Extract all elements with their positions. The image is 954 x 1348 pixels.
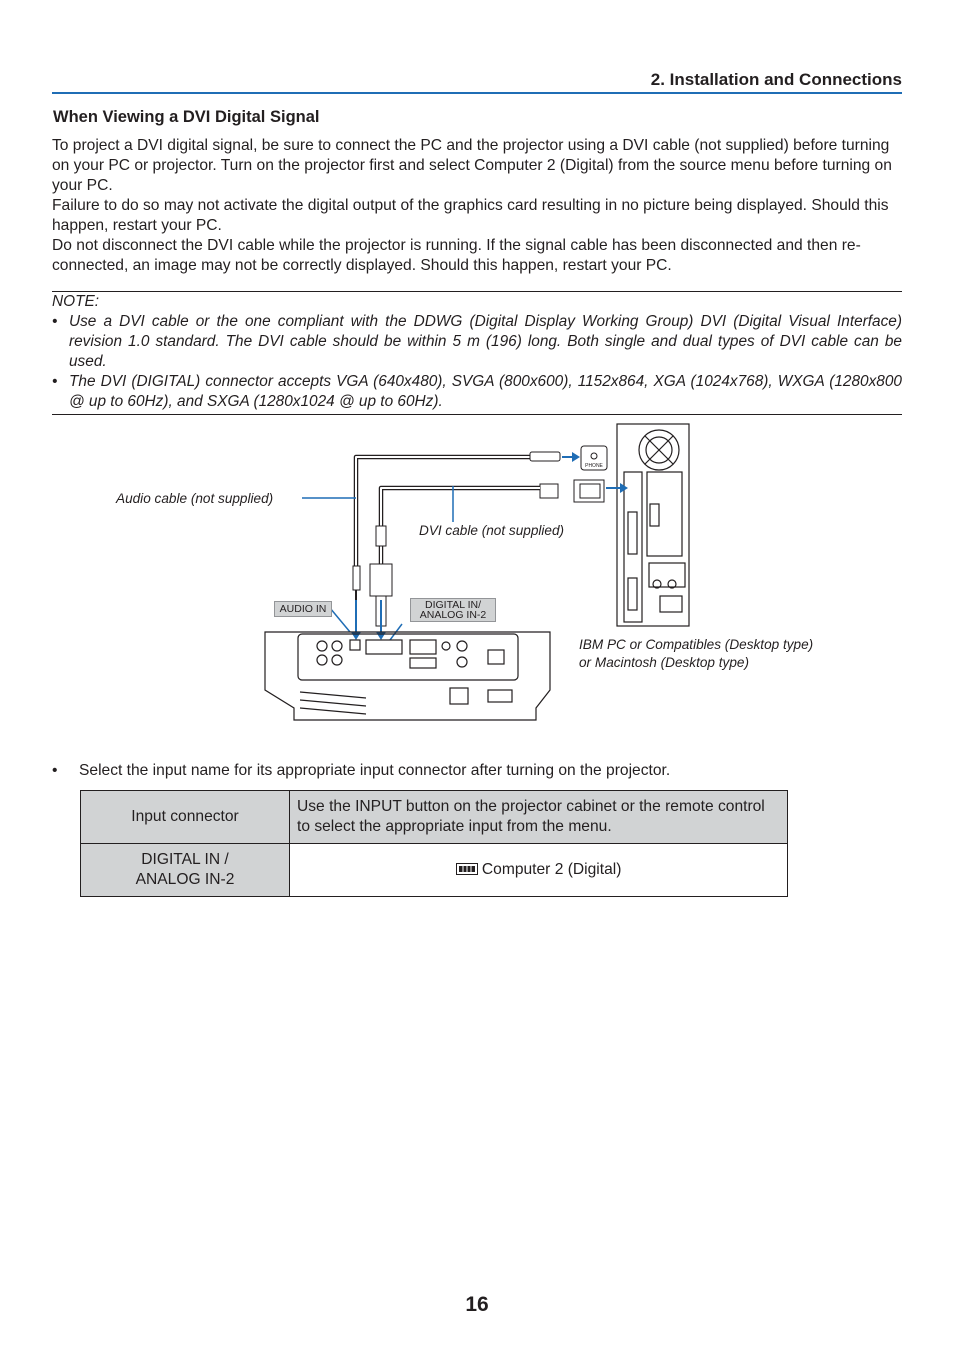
computer-2-digital-label: Computer 2 (Digital): [481, 861, 622, 878]
instruction: [52, 761, 670, 781]
digital-in-label-line2: ANALOG IN-2: [419, 609, 487, 621]
page-number: 16: [465, 1293, 489, 1316]
note-heading: NOTE:: [52, 293, 100, 310]
note-item-text: The DVI (DIGITAL) connector accepts VGA (640x480), SVGA (800x600), 1152x864, XGA (1024x768), WXGA (1280x800 @ up to 60Hz), and SXGA (1280x1024 @ up to 60Hz).: [69, 373, 902, 410]
note-block: [52, 291, 902, 415]
instruction-bullet: •: [52, 762, 58, 779]
digital-in-port-label: [410, 598, 496, 622]
input-connector-table: [80, 790, 788, 897]
audio-in-port-label: AUDIO IN: [274, 601, 332, 617]
table-cell-label: Input connector: [81, 791, 290, 844]
header-rule: [52, 92, 902, 94]
phone-port-label: PHONE: [585, 463, 603, 469]
projector-illustration: [265, 632, 550, 720]
table-cell-value: Use the INPUT button on the projector cabinet or the remote control to select the appropriate input from the menu.: [290, 791, 788, 844]
table-cell-value: [290, 844, 788, 897]
paragraph-3: Do not disconnect the DVI cable while the projector is running. If the signal cable has been disconnected and then re-connected, an image may not be correctly displayed. Should this happen, restart your PC.: [52, 237, 861, 274]
section-title: 2. Installation and Connections: [650, 70, 902, 89]
note-item: [52, 312, 902, 372]
pc-label-line2: or Macintosh (Desktop type): [579, 655, 749, 670]
dvi-cable-label: DVI cable (not supplied): [419, 523, 565, 538]
instruction-text: Select the input name for its appropriate input connector after turning on the projector.: [79, 762, 671, 779]
table-cell-label: [81, 844, 290, 897]
pc-dvi-connector-illustration: [540, 480, 604, 502]
connection-diagram: [0, 400, 954, 740]
table-row: [81, 791, 788, 844]
table-cell-label-line2: ANALOG IN-2: [135, 871, 235, 888]
cables: [356, 457, 540, 570]
note-bullet: •: [52, 373, 58, 390]
note-item-text: Use a DVI cable or the one compliant with the DDWG (Digital Display Working Group) DVI (Digital Visual Interface) revision 1.0 standard. The DVI cable should be within 5 m (196) long. Both single and dual types of DVI cable can be used.: [69, 313, 902, 370]
table-row: [81, 844, 788, 897]
subsection-title: When Viewing a DVI Digital Signal: [53, 108, 320, 126]
audio-cable-label: Audio cable (not supplied): [116, 491, 274, 506]
paragraph-1: To project a DVI digital signal, be sure to connect the PC and the projector using a DVI cable (not supplied) before turning on your PC or projector. Turn on the projector first and select Computer 2 (Digital) from the source menu before turning on your PC.: [52, 137, 892, 194]
dvi-port-icon: [456, 863, 478, 875]
table-cell-label-line1: DIGITAL IN /: [141, 851, 229, 868]
desktop-pc-illustration: [617, 424, 689, 626]
pc-label-line1: IBM PC or Compatibles (Desktop type): [579, 637, 814, 652]
digital-in-label-line1: DIGITAL IN/: [424, 599, 481, 611]
note-bullet: •: [52, 313, 58, 330]
connection-illustration: [0, 400, 954, 740]
pc-label: [579, 636, 813, 672]
paragraph-2: Failure to do so may not activate the digital output of the graphics card resulting in no picture being displayed. Should this happen, restart your PC.: [52, 197, 889, 234]
